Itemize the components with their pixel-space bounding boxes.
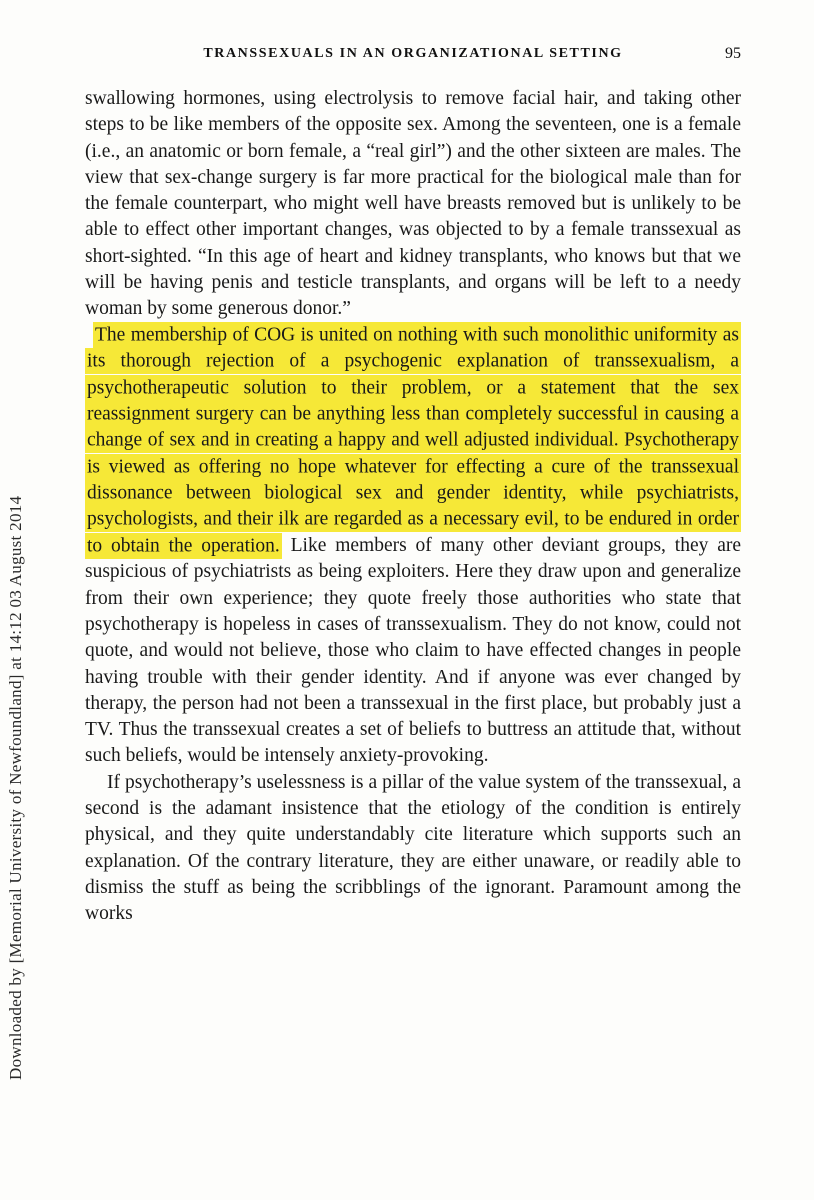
paragraph-1: swallowing hormones, using electrolysis to remove facial hair, and taking other steps to be like members of the opposite sex. Among the seventeen, one is a female (i.e., an anatomic or born female, a “real girl”) and the other sixteen are males. The view that sex-change surgery is far more practical for the biological male than for the female counterpart, who might well have breasts removed but is unlikely to be able to effect other important changes, was objected to by a female transsexual as short-sighted. “In this age of heart and kidney transplants, who knows but that we will be having penis and testicle transplants, and organs will be left to a needy woman by some generous donor.” xyxy=(85,88,741,320)
highlighted-passage: The membership of COG is united on nothing with such monolithic uniformity as its thorough rejection of a psychogenic explanation of transsexualism, a psychotherapeutic solution to their problem, or a statement that the sex reassignment surgery can be anything less than completely successful in causing a change of sex and in creating a happy and well adjusted individual. Psychotherapy is viewed as offering no hope whatever for effecting a cure of the transsexual dissonance between biological sex and gender identity, while psychiatrists, psychologists, and their ilk are regarded as a necessary evil, to be endured in order to obtain the operation. xyxy=(85,322,741,558)
watermark-text: Downloaded by [Memorial University of Newfoundland] at 14:12 03 August 2014 xyxy=(6,495,25,1080)
page-number: 95 xyxy=(725,45,741,62)
download-watermark xyxy=(6,378,26,1080)
page-header xyxy=(85,46,741,66)
paragraph-3: If psychotherapy’s uselessness is a pillar of the value system of the transsexual, a second is the adamant insistence that the etiology of the condition is entirely physical, and they quite understandably cite literature which supports such an explanation. Of the contrary literature, they are either unaware, or readily able to dismiss the stuff as being the scribblings of the ignorant. Paramount among the works xyxy=(85,771,741,925)
paragraph-2 xyxy=(85,323,741,770)
running-title: TRANSSEXUALS IN AN ORGANIZATIONAL SETTING xyxy=(203,46,623,61)
paragraph-2-rest: Like members of many other deviant groups, they are suspicious of psychiatrists as being exploiters. Here they draw upon and generalize from their own experience; they quote freely those authorities who state that psychotherapy is hopeless in cases of transsexualism. They do not know, could not quote, and would not believe, those who claim to have effected changes in people having trouble with their gender identity. And if anyone was ever changed by therapy, the person had not been a transsexual in the first place, but probably just a TV. Thus the transsexual creates a set of beliefs to buttress an attitude that, without such beliefs, would be intensely anxiety-provoking. xyxy=(85,535,741,767)
page-body xyxy=(85,86,741,928)
